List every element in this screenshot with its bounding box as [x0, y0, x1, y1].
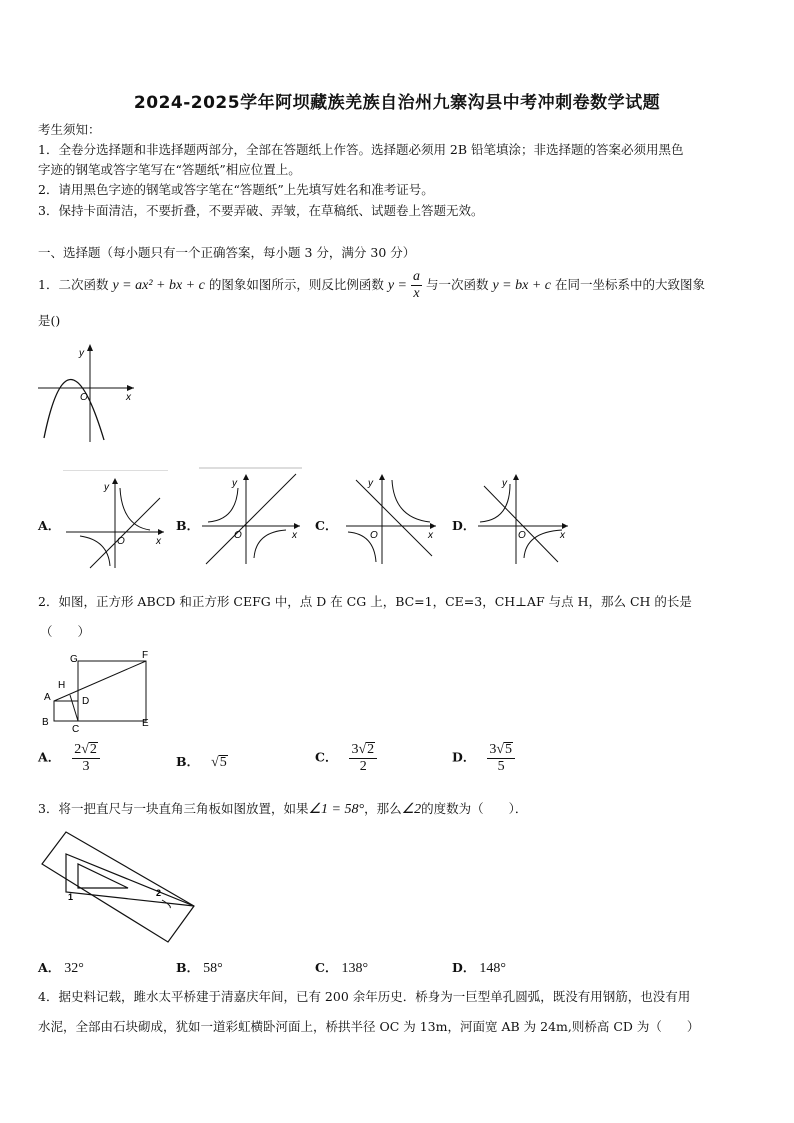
q2-option-c[interactable]: C． $\frac{3√2}{2}$ [315, 742, 377, 774]
label-h: H [58, 680, 66, 691]
q2-option-a[interactable]: A． $\frac{2√2}{3}$ [38, 742, 100, 774]
axis-y-label: y [79, 348, 84, 359]
q1-text: 的图象如图所示，则反比例函数 [208, 277, 384, 292]
q1-option-a-graph [60, 470, 170, 570]
q3-option-a[interactable]: A． 32° [38, 960, 84, 976]
notice-item: 1．全卷分选择题和非选择题两部分，全部在答题纸上作答。选择题必须用 2B 铅笔填涂；非选择题的答案必须用黑色 [38, 142, 684, 157]
question-3: 3．将一把直尺与一块直角三角板如图放置，如果∠1 = 58°，那么∠2的度数为（ ）． [38, 801, 528, 817]
q1-formula-inverse-left: y = [387, 278, 407, 293]
q3-option-c[interactable]: C． 138° [315, 960, 369, 976]
notice-item: 3．保持卡面清洁，不要折叠，不要弄破、弄皱，在草稿纸、试题卷上答题无效。 [38, 203, 484, 218]
origin-label: O [370, 530, 378, 541]
label-b: B [42, 717, 49, 728]
axis-y-label: y [232, 478, 237, 489]
axis-x-label: x [292, 530, 297, 541]
axis-y-label: y [104, 482, 109, 493]
q1-option-b-label[interactable]: B． [176, 518, 200, 533]
q2-figure [38, 648, 158, 732]
q1-fraction: $\frac{a}{x}$ [412, 269, 420, 301]
q1-option-b-graph [196, 466, 306, 566]
q2-paren: （ ） [40, 624, 91, 639]
origin-label: O [234, 530, 242, 541]
label-f: F [142, 650, 149, 661]
angle-1-label: 1 [68, 892, 74, 902]
axis-x-label: x [156, 536, 161, 547]
question-4-line2: 水泥，全部由石块砌成，犹如一道彩虹横卧河面上，桥拱半径 OC 为 13m，河面宽 AB 为 24m,则桥高 CD 为（ ） [38, 1019, 700, 1034]
q3-option-d[interactable]: D． 148° [452, 960, 506, 976]
notice-heading: 考生须知： [38, 122, 101, 137]
q1-line2: 是() [38, 313, 61, 328]
axis-x-label: x [126, 392, 131, 403]
axis-y-label: y [502, 478, 507, 489]
label-d: D [82, 696, 90, 707]
q3-ruler-triangle-figure [38, 830, 198, 945]
q1-option-c-label[interactable]: C． [315, 518, 338, 533]
q1-formula-quadratic: y = ax² + bx + c [112, 278, 205, 293]
q1-option-c-graph [340, 466, 440, 566]
section-heading: 一、选择题（每小题只有一个正确答案，每小题 3 分，满分 30 分） [38, 245, 416, 260]
origin-label: O [80, 392, 88, 403]
q2-option-d[interactable]: D． $\frac{3√5}{5}$ [452, 742, 515, 774]
q1-parabola-figure [38, 340, 138, 445]
q2-option-b[interactable]: B． √5 [176, 754, 227, 770]
notice-item: 字迹的钢笔或答字笔写在“答题纸”相应位置上。 [38, 162, 301, 177]
q1-option-d-graph [472, 466, 572, 566]
q1-option-a-label[interactable]: A． [38, 518, 61, 533]
question-4-line1: 4．据史料记载，雎水太平桥建于清嘉庆年间，已有 200 余年历史．桥身为一巨型单孔圆弧，既没有用钢筋，也没有用 [38, 989, 691, 1004]
q1-text: 在同一坐标系中的大致图象 [555, 277, 706, 292]
axis-x-label: x [428, 530, 433, 541]
page-title: 2024-2025学年阿坝藏族羌族自治州九寨沟县中考冲刺卷数学试题 [133, 93, 661, 113]
q3-angle2: ∠2 [401, 802, 422, 817]
label-c: C [72, 724, 80, 732]
axis-y-label: y [368, 478, 373, 489]
q3-option-b[interactable]: B． 58° [176, 960, 223, 976]
question-1 [38, 270, 705, 301]
label-a: A [44, 692, 51, 703]
origin-label: O [117, 536, 125, 547]
label-g: G [70, 654, 78, 665]
label-e: E [142, 718, 149, 729]
q1-prefix: 1．二次函数 [38, 277, 109, 292]
notice-item: 2．请用黑色字迹的钢笔或答字笔在“答题纸”上先填写姓名和准考证号。 [38, 182, 434, 197]
axis-x-label: x [560, 530, 565, 541]
q1-option-d-label[interactable]: D． [452, 518, 476, 533]
q3-angle1: ∠1 = 58° [308, 802, 365, 817]
angle-2-label: 2 [156, 888, 162, 898]
q1-formula-linear: y = bx + c [492, 278, 552, 293]
origin-label: O [518, 530, 526, 541]
question-2: 2．如图，正方形 ABCD 和正方形 CEFG 中，点 D 在 CG 上，BC=1，CE=3，CH⊥AF 与点 H，那么 CH 的长是 [38, 594, 692, 609]
q1-text: 与一次函数 [425, 277, 489, 292]
